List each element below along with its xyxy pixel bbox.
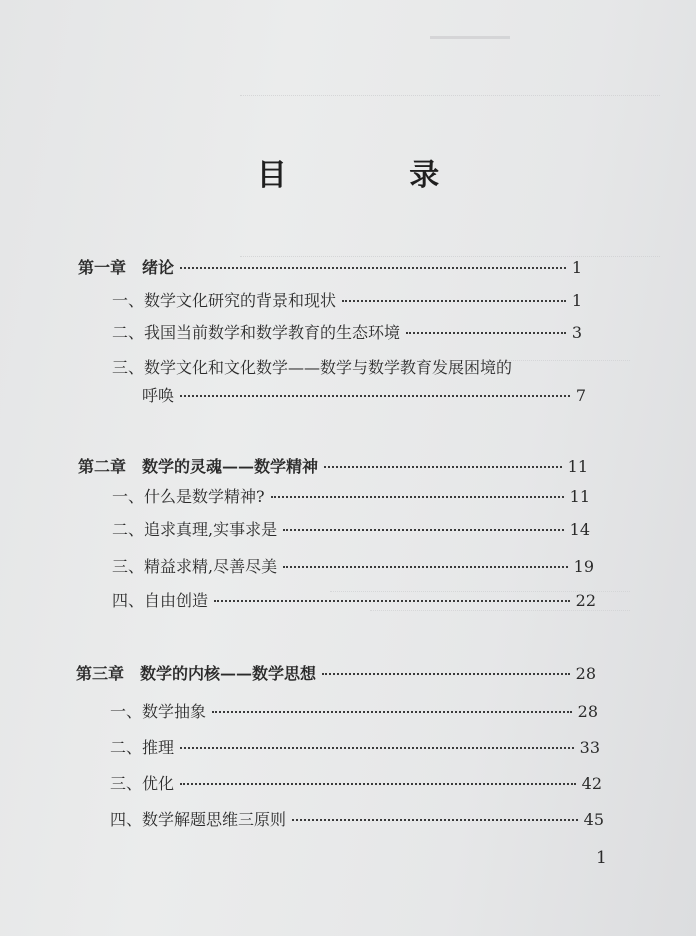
toc-entry-section[interactable] xyxy=(110,772,602,796)
toc-page-number: 1 xyxy=(571,291,582,310)
toc-label: 呼唤 xyxy=(142,386,175,405)
toc-entry-continuation[interactable] xyxy=(142,384,586,408)
toc-entry-section[interactable] xyxy=(110,808,604,832)
toc-entry-section[interactable] xyxy=(112,518,590,542)
toc-page-number: 7 xyxy=(575,386,586,405)
toc-label: 四、自由创造 xyxy=(112,591,209,610)
toc-label: 三、精益求精,尽善尽美 xyxy=(112,557,278,576)
toc-label: 三、数学文化和文化数学——数学与数学教育发展困境的 xyxy=(112,358,513,377)
toc-page-number: 22 xyxy=(575,591,596,610)
toc-label: 四、数学解题思维三原则 xyxy=(110,810,287,829)
toc-page-number: 14 xyxy=(569,520,590,539)
toc-page-number: 42 xyxy=(581,774,602,793)
dot-leader xyxy=(180,747,574,749)
page-title: 目 录 xyxy=(256,158,496,193)
toc-label: 二、我国当前数学和数学教育的生态环境 xyxy=(112,323,401,342)
dot-leader xyxy=(342,300,566,302)
page-folio-number: 1 xyxy=(596,848,607,868)
toc-label: 第三章 数学的内核——数学思想 xyxy=(76,664,317,683)
toc-entry-section[interactable] xyxy=(112,321,582,345)
dot-leader xyxy=(292,819,578,821)
toc-label: 一、什么是数学精神? xyxy=(112,487,265,506)
toc-page-number: 28 xyxy=(577,702,598,721)
dot-leader xyxy=(180,783,576,785)
toc-entry-section[interactable] xyxy=(112,555,594,579)
toc-page-number: 28 xyxy=(575,664,596,683)
toc-entry-section[interactable] xyxy=(112,356,592,380)
toc-label: 一、数学抽象 xyxy=(110,702,207,721)
toc-page-number: 11 xyxy=(567,457,588,476)
toc-page-number: 1 xyxy=(571,258,582,277)
toc-label: 二、追求真理,实事求是 xyxy=(112,520,278,539)
dot-leader xyxy=(406,332,566,334)
dot-leader xyxy=(212,711,572,713)
toc-label: 三、优化 xyxy=(110,774,175,793)
toc-label: 第一章 绪论 xyxy=(78,258,175,277)
toc-page-number: 33 xyxy=(579,738,600,757)
toc-entry-chapter[interactable] xyxy=(78,455,588,479)
dot-leader xyxy=(324,466,562,468)
toc-entry-section[interactable] xyxy=(112,589,596,613)
toc-entry-section[interactable] xyxy=(112,289,582,313)
dot-leader xyxy=(214,600,570,602)
toc-page-number: 19 xyxy=(573,557,594,576)
toc-page-number: 3 xyxy=(571,323,582,342)
dot-leader xyxy=(271,496,564,498)
dot-leader xyxy=(180,395,570,397)
toc-page-number: 45 xyxy=(583,810,604,829)
toc-entry-section[interactable] xyxy=(110,700,598,724)
toc-label: 二、推理 xyxy=(110,738,175,757)
dot-leader xyxy=(283,529,564,531)
toc-label: 一、数学文化研究的背景和现状 xyxy=(112,291,337,310)
toc-page-number: 11 xyxy=(569,487,590,506)
dot-leader xyxy=(322,673,570,675)
toc-entry-section[interactable] xyxy=(112,485,590,509)
dot-leader xyxy=(180,267,566,269)
toc-entry-section[interactable] xyxy=(110,736,600,760)
toc-label: 第二章 数学的灵魂——数学精神 xyxy=(78,457,319,476)
toc-entry-chapter[interactable] xyxy=(78,256,582,280)
toc-entry-chapter[interactable] xyxy=(76,662,596,686)
dot-leader xyxy=(283,566,568,568)
